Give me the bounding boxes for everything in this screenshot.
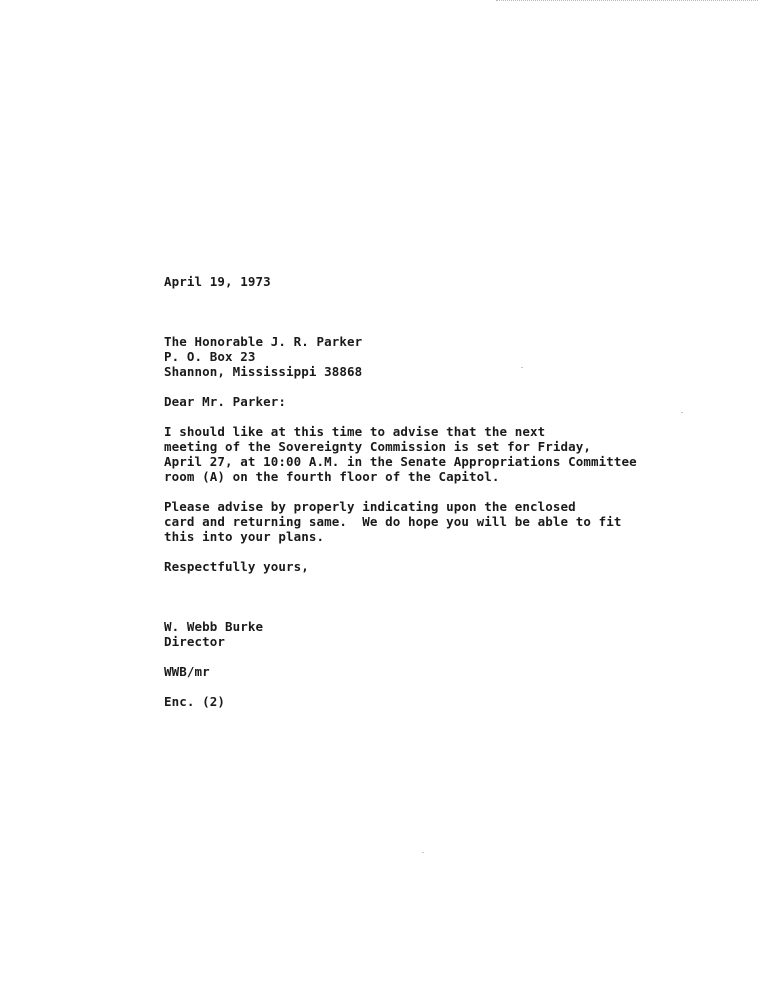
recipient-po-box: P. O. Box 23 (164, 349, 256, 364)
letter-body (164, 274, 724, 709)
paragraph-line: April 27, at 10:00 A.M. in the Senate Appropriations Committee (164, 454, 637, 469)
recipient-city: Shannon, Mississippi 38868 (164, 364, 363, 379)
signature-block (164, 619, 724, 649)
reference-initials: WWB/mr (164, 664, 210, 679)
recipient-name: The Honorable J. R. Parker (164, 334, 363, 349)
paragraph-line: this into your plans. (164, 529, 325, 544)
paragraph-line: meeting of the Sovereignty Commission is set for Friday, (164, 439, 592, 454)
recipient-address (164, 334, 724, 379)
signer-title: Director (164, 634, 226, 649)
scan-speck (681, 412, 683, 413)
scan-speck (521, 367, 523, 368)
complimentary-closing: Respectfully yours, (164, 559, 309, 574)
top-dotted-edge (496, 0, 758, 1)
paragraph-meeting-notice (164, 424, 724, 484)
paragraph-line: card and returning same. We do hope you will be able to fit (164, 514, 622, 529)
scan-speck (422, 852, 424, 853)
signer-name: W. Webb Burke (164, 619, 264, 634)
salutation: Dear Mr. Parker: (164, 394, 287, 409)
paragraph-line: I should like at this time to advise that the next (164, 424, 546, 439)
letter-date: April 19, 1973 (164, 274, 271, 289)
paragraph-rsvp-request (164, 499, 724, 544)
paragraph-line: Please advise by properly indicating upon the enclosed (164, 499, 576, 514)
paragraph-line: room (A) on the fourth floor of the Capitol. (164, 469, 500, 484)
enclosure-notation: Enc. (2) (164, 694, 226, 709)
